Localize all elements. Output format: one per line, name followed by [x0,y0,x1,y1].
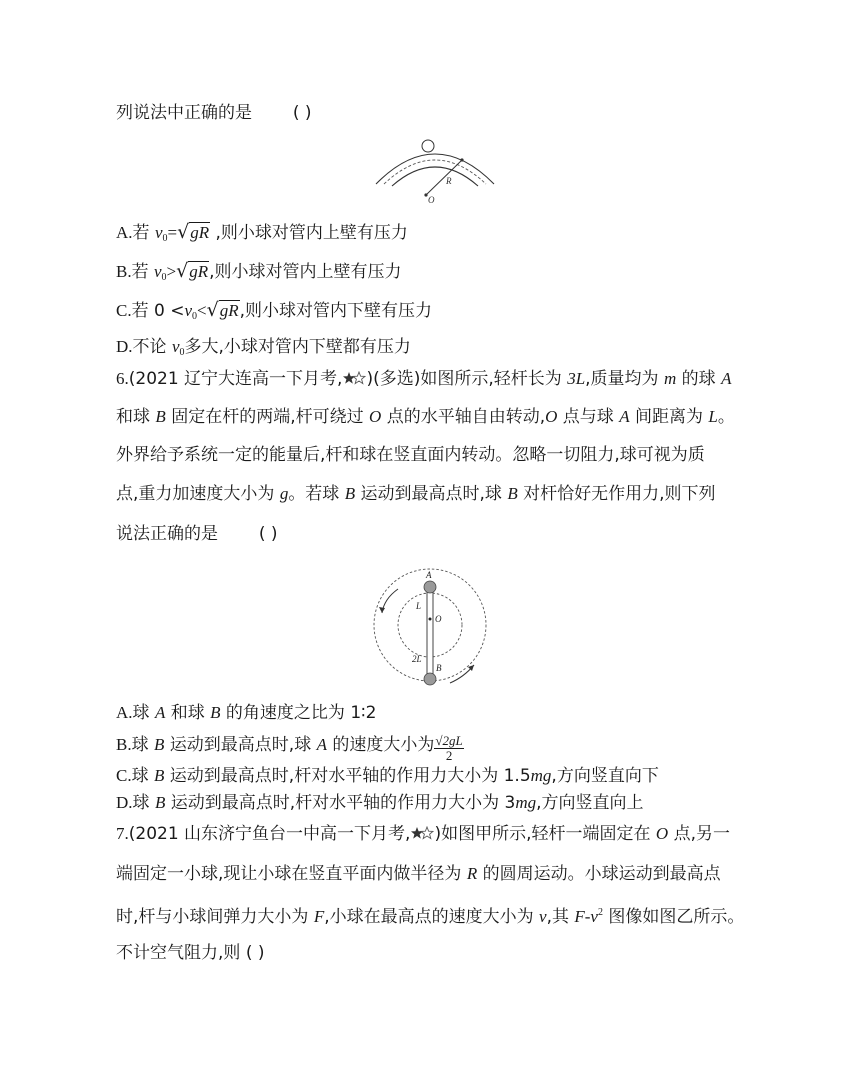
sqrt-gR: √gR [177,221,210,243]
difficulty-stars-icon [410,825,434,839]
q6-label-B: B [436,663,442,673]
q5-label-O: O [428,195,435,205]
rod [427,587,433,679]
q6-option-a: A.球 A 和球 B 的角速度之比为 1∶2 [116,703,377,723]
q7-line-4: 不计空气阻力,则 ( ) [116,943,265,963]
q6-line-5: 说法正确的是 ( ) [116,524,278,544]
q5-stem-tail: 列说法中正确的是 ( ) [116,103,312,123]
fraction-sqrt-2gL-over-2: $\frac{√2gL}{2}$ [435,733,463,763]
q5-option-d: D.不论 $v_0$多大,小球对管内下壁都有压力 [116,337,411,358]
q5-option-a: A.若 $v_0=√gR$ ,则小球对管内上壁有压力 [116,221,408,244]
q6-line-3: 外界给予系统一定的能量后,杆和球在竖直面内转动。忽略一切阻力,球可视为质 [116,445,705,465]
q7-answer-paren: ( ) [245,943,265,963]
q5-tube-figure [370,132,500,212]
q5-ball [422,140,434,152]
q5-option-b: B.若 $v_0>√gR$,则小球对管内上壁有压力 [116,260,402,283]
ball-a [424,581,436,593]
ball-b [424,673,436,685]
q7-line-1: 7.(2021 山东济宁鱼台一中高一下月考, )如图甲所示,轻杆一端固定在 O 点,另一 [116,824,730,844]
q7-line-2: 端固定一小球,现让小球在竖直平面内做半径为 R 的圆周运动。小球运动到最高点 [116,864,721,884]
pivot-o [429,618,432,621]
q6-line-4: 点,重力加速度大小为 g。若球 B 运动到最高点时,球 B 对杆恰好无作用力,则下列 [116,484,716,504]
q6-label-L: L [416,601,422,611]
q6-label-2L: 2L [412,654,422,664]
q6-label-O: O [435,614,442,624]
q6-answer-paren: ( ) [258,524,278,544]
difficulty-stars-icon [342,370,366,384]
q5-option-c: C.若 $0 <v_0<√gR$,则小球对管内下壁有压力 [116,299,433,322]
q6-option-d: D.球 B 运动到最高点时,杆对水平轴的作用力大小为 3mg,方向竖直向上 [116,793,644,813]
q6-rod-figure [368,565,492,693]
q6-line-1: 6.(2021 辽宁大连高一下月考, )(多选)如图所示,轻杆长为 3L,质量均为 m 的球 A [116,369,732,389]
q5-radius-line [426,160,462,195]
rotation-arrow-top-icon [382,589,398,613]
q7-line-3: 时,杆与小球间弹力大小为 F,小球在最高点的速度大小为 v,其 $F-v^2$ 图像如图乙所示。 [116,907,745,927]
q5-label-R: R [446,176,452,186]
sqrt-gR: √gR [176,260,209,282]
q6-option-b: B.球 B 运动到最高点时,球 A 的速度大小为 $\frac{√2gL}{2}$ [116,733,463,763]
sqrt-gR: √gR [206,299,239,321]
q5-answer-paren: ( ) [292,103,312,123]
q6-line-2: 和球 B 固定在杆的两端,杆可绕过 O 点的水平轴自由转动,O 点与球 A 间距离为 L。 [116,407,735,427]
q6-option-c: C.球 B 运动到最高点时,杆对水平轴的作用力大小为 1.5mg,方向竖直向下 [116,766,659,786]
q6-label-A: A [426,570,432,580]
